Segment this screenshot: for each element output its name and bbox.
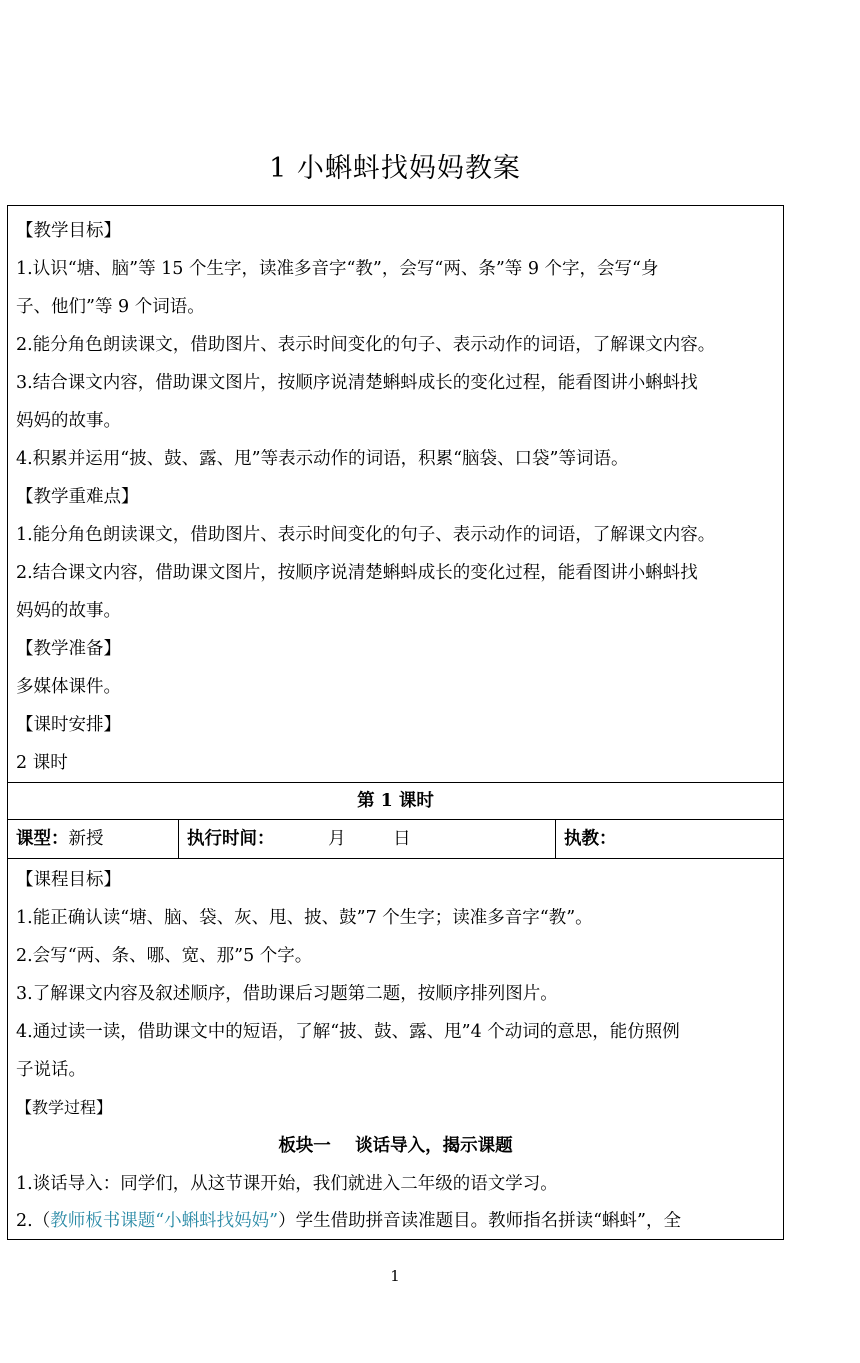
lesson-type-cell [8,820,179,858]
section-title: 板块一 谈话导入，揭示课题 [278,1136,513,1156]
day-label: 日 [393,829,411,849]
overview-section [8,206,783,783]
lesson-body-section [8,859,783,1239]
goal-item: 2.能分角色朗读课文，借助图片、表示时间变化的句子、表示动作的词语，了解课文内容。 [16,335,716,355]
course-goal-item: 4.通过读一读，借助课文中的短语，了解“披、鼓、露、甩”4 个动词的意思，能仿照例 子说话。 [16,1022,680,1080]
preparation-text: 多媒体课件。 [16,677,121,697]
lesson-type-value: 新授 [68,829,104,849]
goal-item: 3.结合课文内容，借助课文图片，按顺序说清楚蝌蚪成长的变化过程，能看图讲小蝌蚪找 妈妈的故事。 [16,373,698,431]
key-point-item: 1.能分角色朗读课文，借助图片、表示时间变化的句子、表示动作的词语，了解课文内容。 [16,525,716,545]
key-point-item: 2.结合课文内容，借助课文图片，按顺序说清楚蝌蚪成长的变化过程，能看图讲小蝌蚪找 妈妈的故事。 [16,563,698,621]
schedule-text: 2 课时 [16,753,68,773]
teaching-goals-heading: 【教学目标】 [16,221,121,241]
goal-item: 4.积累并运用“披、鼓、露、甩”等表示动作的词语，积累“脑袋、口袋”等词语。 [16,449,629,469]
teaching-process-heading: 【教学过程】 [16,1098,113,1117]
course-goals-heading: 【课程目标】 [16,870,121,890]
course-goal-item: 1.能正确认读“塘、脑、袋、灰、甩、披、鼓”7 个生字；读准多音字“教”。 [16,908,593,928]
process-step: 2.（教师板书课题“小蝌蚪找妈妈”）学生借助拼音读准题目。教师指名拼读“蝌蚪”，全 [16,1211,682,1231]
course-goal-item: 2.会写“两、条、哪、宽、那”5 个字。 [16,946,313,966]
page-title: 1 小蝌蚪找妈妈教案 [269,153,521,184]
schedule-heading: 【课时安排】 [16,715,121,735]
goal-item: 1.认识“塘、脑”等 15 个生字，读准多音字“教”，会写“两、条”等 9 个字，会写“身 子、他们”等 9 个词语。 [16,259,659,317]
preparation-heading: 【教学准备】 [16,639,121,659]
page-number: 1 [390,1267,400,1285]
teacher-cell [556,820,783,858]
course-goal-item: 3.了解课文内容及叙述顺序，借助课后习题第二题，按顺序排列图片。 [16,984,558,1004]
process-step: 1.谈话导入：同学们，从这节课开始，我们就进入二年级的语文学习。 [16,1174,558,1194]
lesson-title: 第 1 课时 [8,783,783,820]
blackboard-note: 教师板书课题“小蝌蚪找妈妈” [50,1211,279,1231]
month-label: 月 [328,829,346,849]
key-points-heading: 【教学重难点】 [16,487,139,507]
lesson-type-label: 课型： [16,829,69,849]
lesson-meta-row [8,820,783,859]
execution-time-label: 执行时间： [187,829,275,849]
lesson-plan-table [7,205,784,1240]
teacher-label: 执教： [564,829,617,849]
execution-time-cell [179,820,556,858]
